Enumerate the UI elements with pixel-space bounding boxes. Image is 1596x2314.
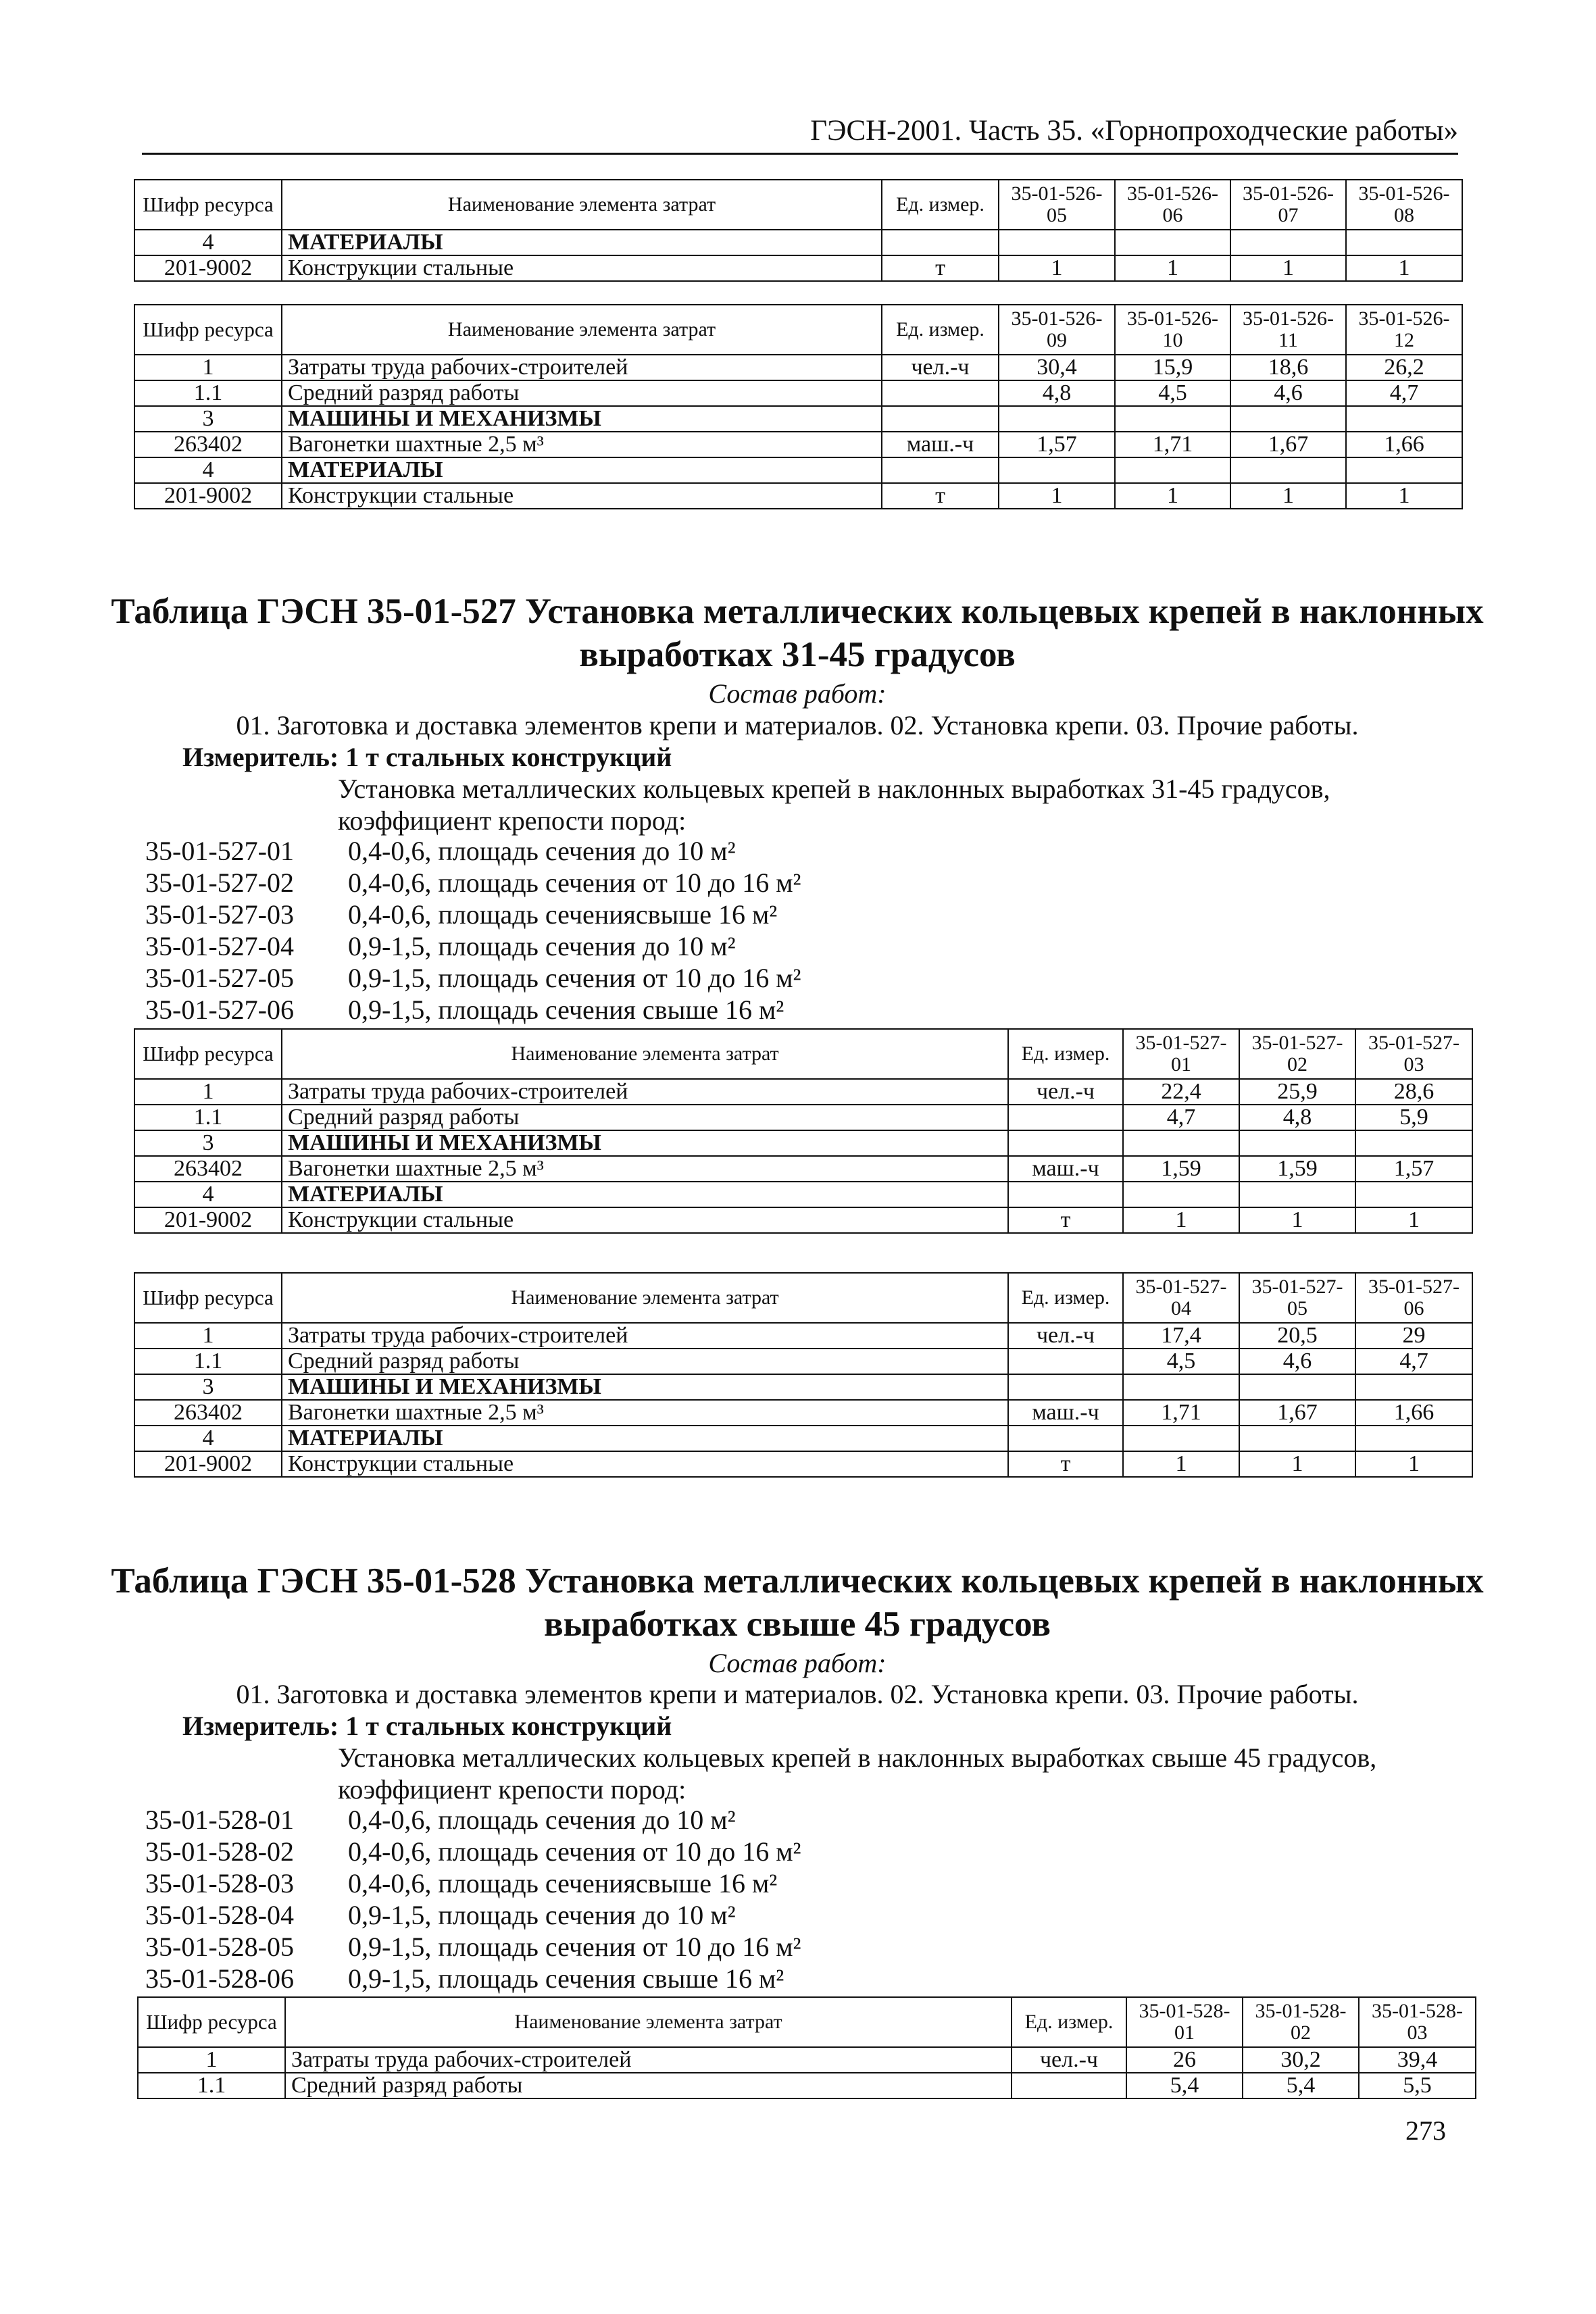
resource-value: 1	[1346, 483, 1462, 509]
norm-codes-list	[145, 835, 801, 1026]
table-row	[134, 1105, 1472, 1130]
resource-table-527-04-06	[134, 1272, 1473, 1478]
resource-value: 5,9	[1355, 1105, 1472, 1130]
resource-value: 4,8	[1239, 1105, 1355, 1130]
resource-value: 1	[1115, 255, 1230, 281]
column-header-norm-code: 35-01-526-09	[999, 305, 1115, 355]
resource-name: Конструкции стальные	[282, 483, 882, 509]
resource-value: 1,67	[1230, 432, 1346, 457]
description-line1: Установка металлических кольцевых крепей в наклонных выработках свыше 45 градусов,	[338, 1742, 1377, 1773]
table-row	[134, 457, 1462, 483]
resource-unit	[1012, 2073, 1126, 2098]
norm-code-item	[145, 962, 801, 994]
resource-name: Затраты труда рабочих-строителей	[285, 2047, 1012, 2073]
norm-code: 35-01-527-02	[145, 867, 294, 898]
column-header-code: Шифр ресурса	[134, 305, 282, 355]
column-header-unit: Ед. измер.	[882, 305, 999, 355]
resource-value: 1	[1239, 1207, 1355, 1233]
resource-value: 1	[1230, 255, 1346, 281]
table-row	[134, 380, 1462, 406]
column-header-norm-code: 35-01-526-05	[999, 180, 1115, 230]
norm-code-item	[145, 835, 801, 867]
resource-value	[999, 230, 1115, 255]
resource-unit	[882, 457, 999, 483]
norm-code: 35-01-528-06	[145, 1963, 294, 1994]
table-title-528-line2: выработках свыше 45 градусов	[544, 1605, 1051, 1644]
resource-unit: маш.-ч	[1008, 1400, 1123, 1426]
resource-value: 1	[1346, 255, 1462, 281]
column-header-name: Наименование элемента затрат	[282, 1029, 1008, 1079]
resource-table-528-01-03	[137, 1996, 1476, 2099]
resource-value	[1239, 1182, 1355, 1207]
resource-group-name: МАШИНЫ И МЕХАНИЗМЫ	[282, 1130, 1008, 1156]
resource-value	[1115, 406, 1230, 432]
table-row	[134, 1207, 1472, 1233]
works-list: 01. Заготовка и доставка элементов крепи и материалов. 02. Установка крепи. 03. Прочие работы.	[236, 1679, 1359, 1709]
norm-code-description: 0,9-1,5, площадь сечения от 10 до 16 м²	[348, 1932, 801, 1962]
resource-group-name: МАШИНЫ И МЕХАНИЗМЫ	[282, 1374, 1008, 1400]
column-header-code: Шифр ресурса	[134, 1273, 282, 1323]
resource-unit: чел.-ч	[882, 355, 999, 380]
column-header-norm-code: 35-01-526-08	[1346, 180, 1462, 230]
column-header-norm-code: 35-01-528-02	[1243, 1997, 1359, 2047]
resource-table-526-05-08	[134, 179, 1463, 282]
description-line1: Установка металлических кольцевых крепей в наклонных выработках 31-45 градусов,	[338, 774, 1330, 804]
resource-value: 1,67	[1239, 1400, 1355, 1426]
resource-unit	[882, 406, 999, 432]
resource-value: 5,4	[1126, 2073, 1243, 2098]
norm-code-description: 0,9-1,5, площадь сечения от 10 до 16 м²	[348, 963, 801, 993]
resource-value: 1,59	[1239, 1156, 1355, 1182]
resource-unit	[882, 230, 999, 255]
resource-name: Конструкции стальные	[282, 255, 882, 281]
resource-unit: маш.-ч	[882, 432, 999, 457]
norm-code: 35-01-527-03	[145, 899, 294, 930]
resource-value	[1239, 1426, 1355, 1451]
page-number: 273	[1405, 2115, 1446, 2146]
resource-value: 5,5	[1359, 2073, 1476, 2098]
resource-value: 30,4	[999, 355, 1115, 380]
resource-unit	[1008, 1426, 1123, 1451]
resource-value: 1	[1123, 1207, 1239, 1233]
norm-code-description: 0,9-1,5, площадь сечения до 10 м²	[348, 1900, 736, 1930]
table-row	[134, 230, 1462, 255]
resource-code: 3	[134, 1130, 282, 1156]
resource-value	[999, 457, 1115, 483]
resource-value: 25,9	[1239, 1079, 1355, 1105]
resource-name: Средний разряд работы	[285, 2073, 1012, 2098]
resource-name: Затраты труда рабочих-строителей	[282, 1079, 1008, 1105]
resource-value: 1	[1115, 483, 1230, 509]
works-list: 01. Заготовка и доставка элементов крепи и материалов. 02. Установка крепи. 03. Прочие работы.	[236, 710, 1359, 740]
column-header-norm-code: 35-01-528-01	[1126, 1997, 1243, 2047]
resource-unit: т	[1008, 1207, 1123, 1233]
resource-unit: т	[1008, 1451, 1123, 1477]
table-row	[134, 1426, 1472, 1451]
column-header-unit: Ед. измер.	[882, 180, 999, 230]
resource-code: 201-9002	[134, 1207, 282, 1233]
resource-value: 1,71	[1115, 432, 1230, 457]
resource-value: 26	[1126, 2047, 1243, 2073]
resource-value: 15,9	[1115, 355, 1230, 380]
norm-code-description: 0,4-0,6, площадь сечениясвыше 16 м²	[348, 899, 778, 930]
resource-name: Конструкции стальные	[282, 1207, 1008, 1233]
norm-code: 35-01-527-06	[145, 995, 294, 1025]
resource-unit	[882, 380, 999, 406]
resource-code: 201-9002	[134, 1451, 282, 1477]
running-header: ГЭСН-2001. Часть 35. «Горнопроходческие работы»	[142, 112, 1458, 155]
column-header-norm-code: 35-01-526-06	[1115, 180, 1230, 230]
resource-value: 1,57	[999, 432, 1115, 457]
resource-code: 263402	[134, 1400, 282, 1426]
table-row	[134, 1182, 1472, 1207]
norm-code-description: 0,9-1,5, площадь сечения свыше 16 м²	[348, 995, 784, 1025]
resource-group-name: МАТЕРИАЛЫ	[282, 1182, 1008, 1207]
norm-code: 35-01-528-04	[145, 1900, 294, 1930]
resource-code: 263402	[134, 1156, 282, 1182]
norm-code-description: 0,4-0,6, площадь сечения от 10 до 16 м²	[348, 867, 801, 898]
table-row	[138, 2073, 1476, 2098]
norm-code-description: 0,4-0,6, площадь сечения до 10 м²	[348, 1805, 736, 1835]
resource-value: 30,2	[1243, 2047, 1359, 2073]
resource-value: 1	[999, 483, 1115, 509]
resource-value: 1,59	[1123, 1156, 1239, 1182]
resource-value: 1,66	[1346, 432, 1462, 457]
column-header-norm-code: 35-01-527-03	[1355, 1029, 1472, 1079]
resource-name: Средний разряд работы	[282, 1105, 1008, 1130]
norm-code-item	[145, 930, 801, 962]
norm-code: 35-01-527-05	[145, 963, 294, 993]
resource-value	[1230, 230, 1346, 255]
table-row	[134, 1451, 1472, 1477]
resource-value: 20,5	[1239, 1323, 1355, 1349]
resource-value: 4,5	[1123, 1349, 1239, 1374]
table-header-row	[134, 1273, 1472, 1323]
resource-name: Конструкции стальные	[282, 1451, 1008, 1477]
resource-value	[1355, 1374, 1472, 1400]
norm-code-item	[145, 1867, 801, 1899]
resource-value	[1123, 1426, 1239, 1451]
resource-value: 4,6	[1239, 1349, 1355, 1374]
norm-code-description: 0,9-1,5, площадь сечения до 10 м²	[348, 931, 736, 961]
resource-value: 1,71	[1123, 1400, 1239, 1426]
table-header-row	[134, 180, 1462, 230]
norm-code-item	[145, 867, 801, 899]
resource-value: 39,4	[1359, 2047, 1476, 2073]
resource-value: 28,6	[1355, 1079, 1472, 1105]
table-header-row	[134, 1029, 1472, 1079]
resource-code: 1.1	[138, 2073, 285, 2098]
table-row	[134, 255, 1462, 281]
resource-code: 1	[138, 2047, 285, 2073]
resource-value	[1115, 230, 1230, 255]
column-header-norm-code: 35-01-528-03	[1359, 1997, 1476, 2047]
description	[338, 1742, 1392, 1805]
norm-code: 35-01-528-05	[145, 1932, 294, 1962]
norm-code-description: 0,4-0,6, площадь сечения от 10 до 16 м²	[348, 1836, 801, 1867]
column-header-unit: Ед. измер.	[1012, 1997, 1126, 2047]
table-row	[134, 406, 1462, 432]
description	[338, 773, 1392, 836]
resource-value	[1355, 1130, 1472, 1156]
resource-value: 22,4	[1123, 1079, 1239, 1105]
resource-code: 3	[134, 1374, 282, 1400]
table-row	[134, 1349, 1472, 1374]
composition-heading: Состав работ:	[708, 678, 887, 709]
resource-value	[1346, 457, 1462, 483]
column-header-name: Наименование элемента затрат	[285, 1997, 1012, 2047]
resource-value: 1,57	[1355, 1156, 1472, 1182]
resource-value: 1	[1230, 483, 1346, 509]
resource-value: 1	[999, 255, 1115, 281]
column-header-norm-code: 35-01-527-01	[1123, 1029, 1239, 1079]
table-header-row	[134, 305, 1462, 355]
resource-group-name: МАШИНЫ И МЕХАНИЗМЫ	[282, 406, 882, 432]
resource-value: 4,8	[999, 380, 1115, 406]
resource-unit	[1008, 1130, 1123, 1156]
resource-value	[1123, 1374, 1239, 1400]
resource-code: 1	[134, 1079, 282, 1105]
resource-value	[1123, 1182, 1239, 1207]
table-header-row	[138, 1997, 1476, 2047]
resource-code: 1	[134, 355, 282, 380]
resource-group-name: МАТЕРИАЛЫ	[282, 457, 882, 483]
norm-code-item	[145, 994, 801, 1026]
norm-code-description: 0,9-1,5, площадь сечения свыше 16 м²	[348, 1963, 784, 1994]
resource-value: 4,6	[1230, 380, 1346, 406]
column-header-unit: Ед. измер.	[1008, 1029, 1123, 1079]
column-header-name: Наименование элемента затрат	[282, 180, 882, 230]
resource-value	[1239, 1374, 1355, 1400]
table-row	[134, 355, 1462, 380]
table-title-527-line2: выработках 31-45 градусов	[579, 635, 1016, 674]
column-header-norm-code: 35-01-527-06	[1355, 1273, 1472, 1323]
resource-code: 201-9002	[134, 255, 282, 281]
resource-value	[999, 406, 1115, 432]
resource-value: 1,66	[1355, 1400, 1472, 1426]
resource-name: Вагонетки шахтные 2,5 м³	[282, 1156, 1008, 1182]
resource-unit: чел.-ч	[1012, 2047, 1126, 2073]
resource-value	[1115, 457, 1230, 483]
resource-value: 17,4	[1123, 1323, 1239, 1349]
table-row	[134, 1130, 1472, 1156]
resource-code: 1.1	[134, 380, 282, 406]
resource-value: 4,7	[1355, 1349, 1472, 1374]
column-header-code: Шифр ресурса	[134, 180, 282, 230]
resource-value	[1239, 1130, 1355, 1156]
unit-of-measure: Измеритель: 1 т стальных конструкций	[182, 1711, 672, 1741]
column-header-name: Наименование элемента затрат	[282, 1273, 1008, 1323]
resource-group-name: МАТЕРИАЛЫ	[282, 230, 882, 255]
resource-group-name: МАТЕРИАЛЫ	[282, 1426, 1008, 1451]
resource-value: 1	[1239, 1451, 1355, 1477]
norm-codes-list	[145, 1804, 801, 1994]
resource-value	[1355, 1426, 1472, 1451]
resource-code: 263402	[134, 432, 282, 457]
norm-code: 35-01-528-03	[145, 1868, 294, 1898]
resource-table-527-01-03	[134, 1028, 1473, 1234]
table-row	[134, 1323, 1472, 1349]
norm-code: 35-01-528-02	[145, 1836, 294, 1867]
resource-unit	[1008, 1105, 1123, 1130]
column-header-norm-code: 35-01-526-12	[1346, 305, 1462, 355]
resource-value	[1230, 406, 1346, 432]
column-header-norm-code: 35-01-527-05	[1239, 1273, 1355, 1323]
resource-name: Затраты труда рабочих-строителей	[282, 1323, 1008, 1349]
column-header-unit: Ед. измер.	[1008, 1273, 1123, 1323]
norm-code: 35-01-528-01	[145, 1805, 294, 1835]
table-row	[134, 432, 1462, 457]
column-header-name: Наименование элемента затрат	[282, 305, 882, 355]
norm-code-item	[145, 899, 801, 930]
resource-value	[1346, 230, 1462, 255]
resource-code: 3	[134, 406, 282, 432]
column-header-norm-code: 35-01-526-10	[1115, 305, 1230, 355]
norm-code-description: 0,4-0,6, площадь сечения до 10 м²	[348, 836, 736, 866]
table-row	[134, 1156, 1472, 1182]
norm-code-item	[145, 1931, 801, 1963]
resource-code: 4	[134, 1182, 282, 1207]
description-line2: коэффициент крепости пород:	[338, 805, 687, 836]
column-header-norm-code: 35-01-526-11	[1230, 305, 1346, 355]
resource-value: 4,5	[1115, 380, 1230, 406]
resource-unit: т	[882, 483, 999, 509]
resource-value: 1	[1355, 1451, 1472, 1477]
resource-code: 1.1	[134, 1105, 282, 1130]
norm-code-item	[145, 1899, 801, 1931]
resource-code: 1	[134, 1323, 282, 1349]
resource-value: 1	[1123, 1451, 1239, 1477]
resource-code: 4	[134, 1426, 282, 1451]
resource-unit	[1008, 1349, 1123, 1374]
composition-heading: Состав работ:	[708, 1648, 887, 1678]
norm-code-item	[145, 1963, 801, 1994]
column-header-norm-code: 35-01-527-04	[1123, 1273, 1239, 1323]
norm-code: 35-01-527-01	[145, 836, 294, 866]
resource-name: Вагонетки шахтные 2,5 м³	[282, 432, 882, 457]
resource-value	[1230, 457, 1346, 483]
resource-unit	[1008, 1374, 1123, 1400]
table-row	[134, 483, 1462, 509]
resource-value: 4,7	[1346, 380, 1462, 406]
resource-name: Затраты труда рабочих-строителей	[282, 355, 882, 380]
resource-table-526-09-12	[134, 304, 1463, 509]
unit-of-measure: Измеритель: 1 т стальных конструкций	[182, 742, 672, 772]
resource-unit: маш.-ч	[1008, 1156, 1123, 1182]
column-header-code: Шифр ресурса	[134, 1029, 282, 1079]
resource-code: 4	[134, 457, 282, 483]
resource-value	[1123, 1130, 1239, 1156]
norm-code-item	[145, 1836, 801, 1867]
table-row	[134, 1374, 1472, 1400]
resource-code: 201-9002	[134, 483, 282, 509]
table-title-528-line1: Таблица ГЭСН 35-01-528 Установка металлических кольцевых крепей в наклонных	[111, 1561, 1484, 1601]
resource-name: Вагонетки шахтные 2,5 м³	[282, 1400, 1008, 1426]
resource-value: 18,6	[1230, 355, 1346, 380]
resource-value	[1355, 1182, 1472, 1207]
table-row	[134, 1079, 1472, 1105]
resource-name: Средний разряд работы	[282, 1349, 1008, 1374]
resource-name: Средний разряд работы	[282, 380, 882, 406]
table-row	[134, 1400, 1472, 1426]
column-header-norm-code: 35-01-526-07	[1230, 180, 1346, 230]
resource-value: 29	[1355, 1323, 1472, 1349]
resource-value	[1346, 406, 1462, 432]
resource-value: 1	[1355, 1207, 1472, 1233]
resource-unit: т	[882, 255, 999, 281]
table-title-527-line1: Таблица ГЭСН 35-01-527 Установка металлических кольцевых крепей в наклонных	[111, 592, 1484, 631]
resource-unit: чел.-ч	[1008, 1323, 1123, 1349]
description-line2: коэффициент крепости пород:	[338, 1774, 687, 1805]
resource-value: 5,4	[1243, 2073, 1359, 2098]
column-header-norm-code: 35-01-527-02	[1239, 1029, 1355, 1079]
resource-unit: чел.-ч	[1008, 1079, 1123, 1105]
resource-code: 1.1	[134, 1349, 282, 1374]
column-header-code: Шифр ресурса	[138, 1997, 285, 2047]
norm-code-item	[145, 1804, 801, 1836]
norm-code-description: 0,4-0,6, площадь сечениясвыше 16 м²	[348, 1868, 778, 1898]
resource-unit	[1008, 1182, 1123, 1207]
resource-value: 4,7	[1123, 1105, 1239, 1130]
norm-code: 35-01-527-04	[145, 931, 294, 961]
resource-code: 4	[134, 230, 282, 255]
table-row	[138, 2047, 1476, 2073]
resource-value: 26,2	[1346, 355, 1462, 380]
